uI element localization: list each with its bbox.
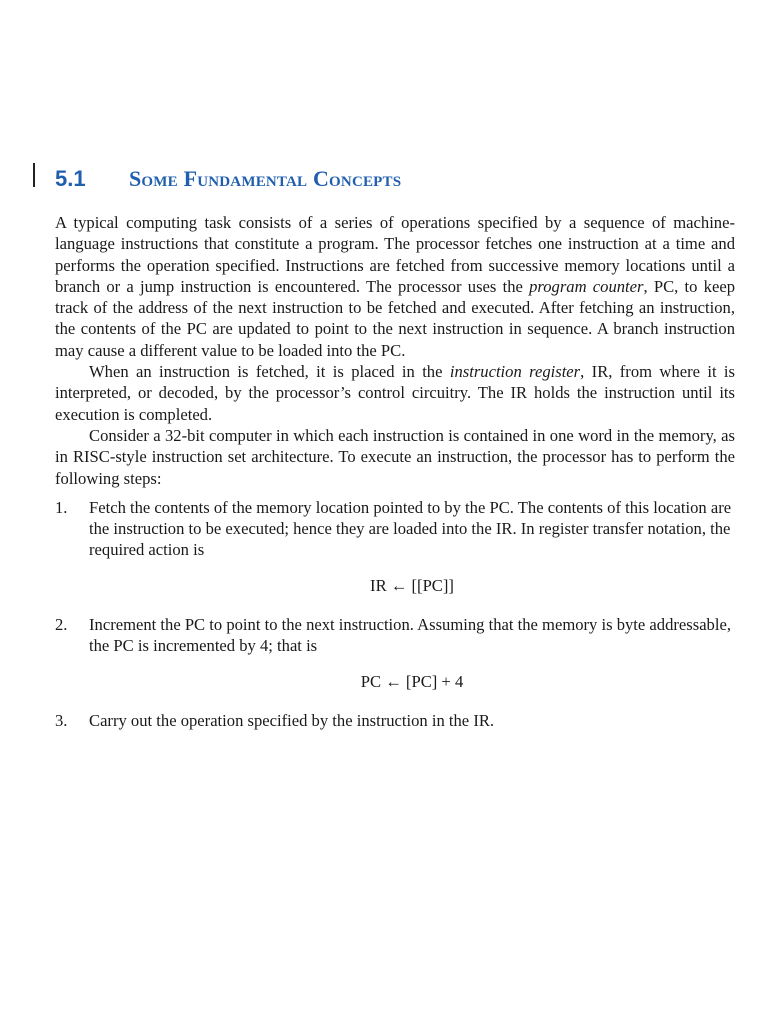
- step-text: Fetch the contents of the memory location pointed to by the PC. The contents of this location are the instruction to be executed; hence they are loaded into the IR. In register transfer notation, the required action is: [89, 497, 732, 560]
- paragraph-1-part-a: A typical computing task consists of a series of operations specified by a sequence of machine-language instructions that constitute a program. The processor fetches one instruction at a time and performs the operation specified. Instructions are fetched from successive memory locations until a branch or a jump instruction is encountered. The processor uses the: [55, 213, 735, 296]
- paragraph-2: [55, 361, 735, 425]
- section-body: [55, 212, 735, 731]
- step-item: [55, 710, 735, 731]
- equation: IR ← [[PC]]: [370, 575, 454, 595]
- step-item: [55, 614, 735, 702]
- step-body: [89, 497, 735, 606]
- step-number: 3.: [55, 710, 68, 730]
- step-text: Increment the PC to point to the next instruction. Assuming that the memory is byte addressable, the PC is incremented by 4; that is: [89, 615, 731, 656]
- step-number: 2.: [55, 615, 68, 635]
- equation: PC ← [PC] + 4: [360, 671, 464, 691]
- step-body: [89, 614, 735, 702]
- step-number: 1.: [55, 497, 68, 517]
- paragraph-2-part-a: When an instruction is fetched, it is placed in the: [89, 362, 450, 382]
- paragraph-1-part-b: , PC, to keep track of the address of the next instruction to be fetched and executed. After fetching an instruction, the contents of the PC are updated to point to the next instruction in sequence. A branch instruction may cause a different value to be loaded into the PC.: [55, 276, 735, 360]
- term-instruction-register: instruction register: [449, 362, 581, 382]
- paragraph-3: Consider a 32-bit computer in which each instruction is contained in one word in the memory, as in RISC-style instruction set architecture. To execute an instruction, the processor has to perform the following steps:: [55, 425, 735, 488]
- section-heading: [55, 166, 745, 198]
- step-item: [55, 497, 735, 606]
- step-body: [89, 710, 735, 731]
- step-text: Carry out the operation specified by the instruction in the IR.: [89, 710, 495, 730]
- section-number: 5.1: [55, 166, 86, 191]
- steps-list: [55, 497, 735, 731]
- section-title: Some Fundamental Concepts: [129, 166, 402, 191]
- paragraph-1: [55, 212, 735, 361]
- term-program-counter: program counter: [529, 276, 644, 296]
- paragraph-2-part-b: , IR, from where it is interpreted, or decoded, by the processor’s control circuitry. The IR holds the instruction until its execution is completed.: [55, 362, 735, 424]
- change-bar: [33, 163, 35, 187]
